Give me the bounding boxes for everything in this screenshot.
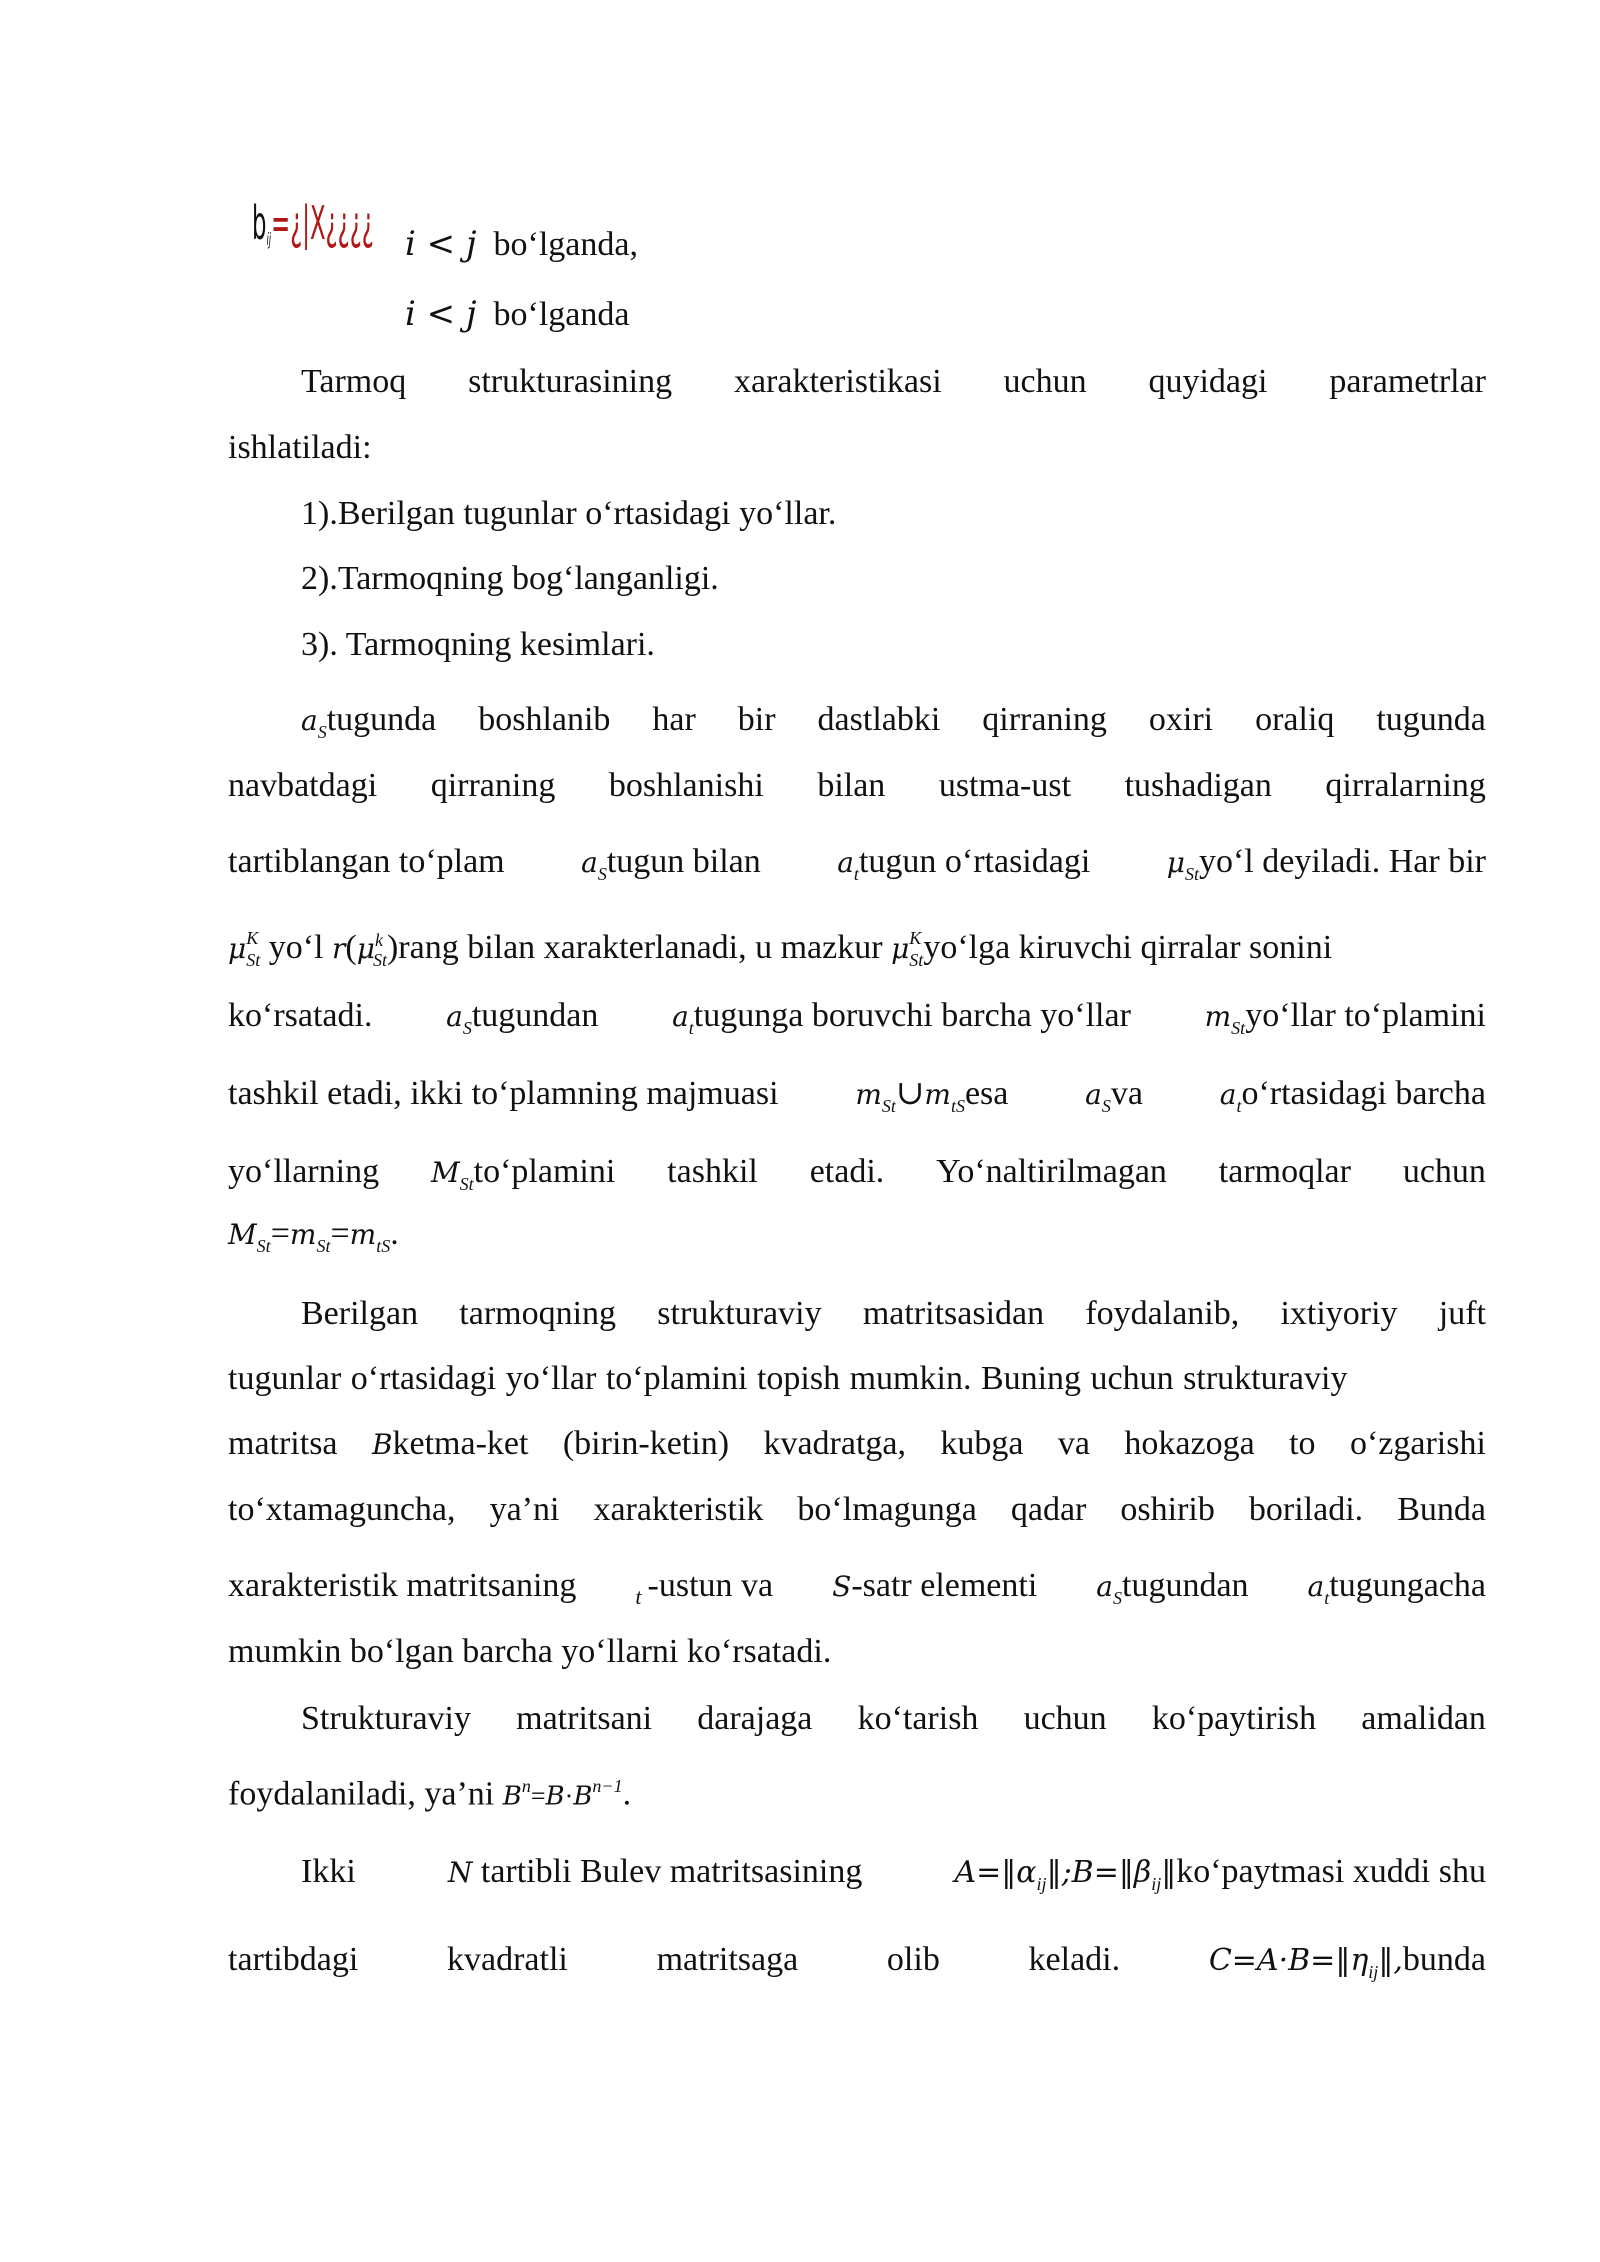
p1-line-1: Tarmoq strukturasining xarakteristikasi uchun quyidagi parametrlar — [301, 363, 1486, 400]
p3-line-1: Berilgan tarmoqning strukturaviy matritsasidan foydalanib, ixtiyoriy juft — [301, 1295, 1486, 1332]
p2-line-3: tartiblangan to‘plam $a_Stugun$ bilan $a_ttugun$ o‘rtasidagi $\mu_{St}yo‘l$ deyiladi. Har bir — [228, 843, 1486, 884]
p4-line-1: Strukturaviy matritsani darajaga ko‘tarish uchun ko‘paytirish amalidan — [301, 1700, 1486, 1737]
garbled-formula: bij=¿|X¿¿¿¿ — [252, 196, 374, 250]
p3-line-5: xarakteristik matritsaning $_t$ -ustun va S-satr elementi $a_Stugundan$ $a_ttugungacha$ — [228, 1567, 1486, 1609]
p3-line-6: mumkin bo‘lgan barcha yo‘llarni ko‘rsatadi. — [228, 1633, 832, 1670]
p2-line-1: $a_Stugunda$ boshlanib har bir dastlabki qirraning oxiri oraliq tugunda — [301, 701, 1486, 742]
p3-line-4: to‘xtamaguncha, ya’ni xarakteristik bo‘lmagunga qadar oshirib boriladi. Bunda — [228, 1491, 1486, 1528]
p3-line-3: matritsa Bketma-ket (birin-ketin) kvadratga, kubga va hokazoga to o‘zgarishi — [228, 1425, 1486, 1462]
p2-line-2: navbatdagi qirraning boshlanishi bilan ustma-ust tushadigan qirralarning — [228, 767, 1486, 804]
p2-line-5: ko‘rsatadi. $a_Stugundan$ $a_ttugunga$ boruvchi barcha yo‘llar $m_{St}yo‘llar$ to‘plamini — [228, 997, 1486, 1038]
formula-condition-1: i < j bo‘lganda, — [405, 224, 638, 264]
formula-condition-2: i < j bo‘lganda — [405, 294, 630, 334]
p5-line-2: tartibdagi kvadratli matritsaga olib keladi. $C=A\cdot B=‖\eta_{ij}‖,bunda$ — [228, 1941, 1486, 1982]
p2-line-4: $\mu^K_{St}$ yo‘l $r(\mu^k_{St})rang$ bilan xarakterlanadi, u mazkur $\mu^K_{St}yo‘\lg a$ kiruvchi qirralar sonini — [228, 928, 1333, 970]
p2-line-8: $M_{St}=m_{St}=m_{tS}$. — [228, 1215, 399, 1256]
list-item: 2).Tarmoqning bog‘langanligi. — [301, 560, 719, 597]
p4-line-2: foydalaniladi, ya’ni $B^n=B\cdot B^{n-1}$. — [228, 1775, 632, 1813]
p1-line-2: ishlatiladi: — [228, 429, 372, 466]
p5-line-1: Ikki N tartibli Bulev matritsasining $A=‖\alpha_{ij}‖;B=‖\beta_{ij}‖ko‘paytmasi$ xuddi shu — [301, 1853, 1486, 1894]
p3-line-2: tugunlar o‘rtasidagi yo‘llar to‘plamini topish mumkin. Buning uchun strukturaviy — [228, 1360, 1348, 1397]
list-item: 3). Tarmoqning kesimlari. — [301, 626, 655, 663]
p2-line-6: tashkil etadi, ikki to‘plamning majmuasi $m_{St}\cup m_{tS}esa$ $a_Sva$ $a_to‘rtasidagi$ barcha — [228, 1075, 1486, 1116]
p2-line-7: yo‘llarning $M_{St}to‘plamini$ tashkil etadi. Yo‘naltirilmagan tarmoqlar uchun — [228, 1153, 1486, 1194]
list-item: 1).Berilgan tugunlar o‘rtasidagi yo‘llar. — [301, 495, 837, 532]
